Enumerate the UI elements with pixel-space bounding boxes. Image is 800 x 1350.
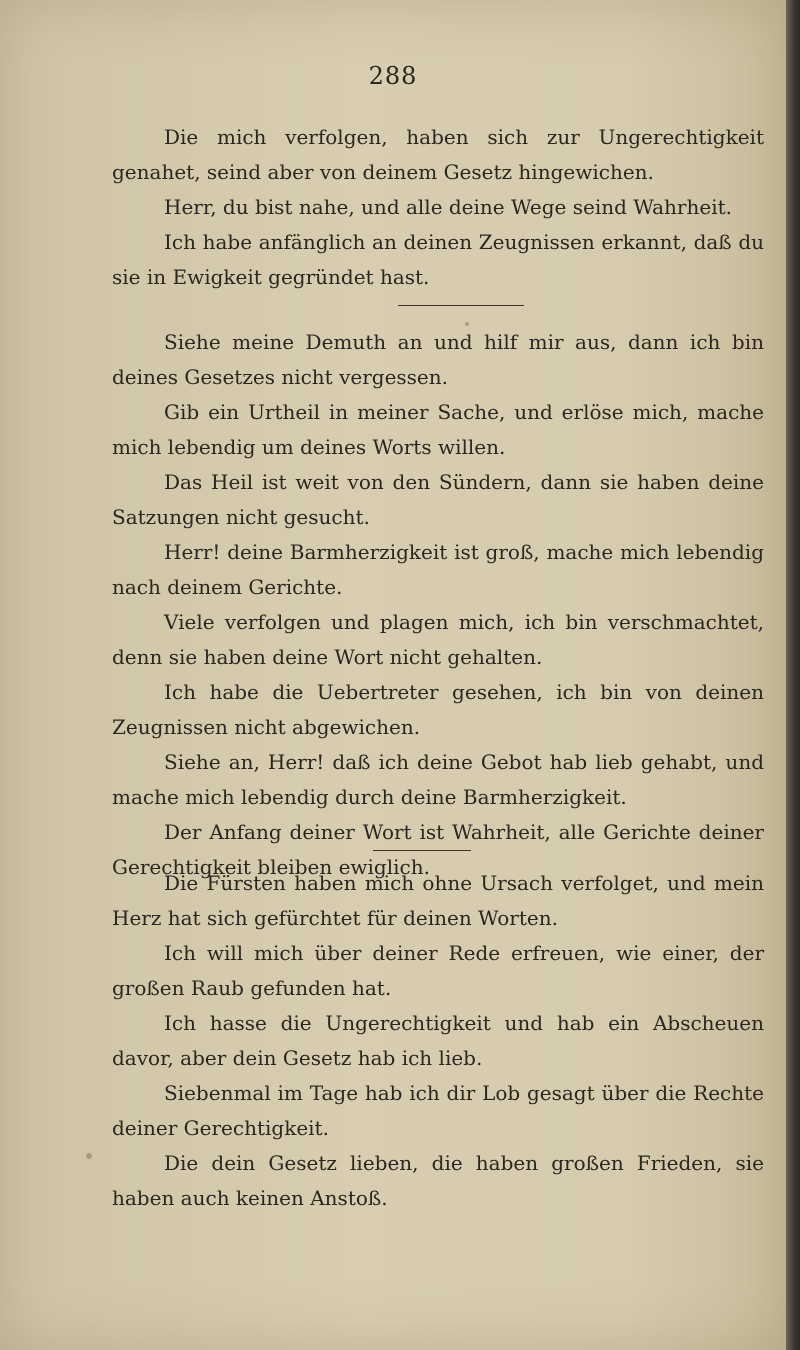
verse-paragraph: Viele verfolgen und plagen mich, ich bin verschmachtet, denn sie haben deine Wort nicht gehalten. — [112, 610, 764, 669]
verse-section-1 — [112, 120, 764, 295]
verse-paragraph: Siebenmal im Tage hab ich dir Lob gesagt über die Rechte deiner Gerechtigkeit. — [112, 1081, 764, 1140]
verse-paragraph: Ich hasse die Ungerechtigkeit und hab ein Abscheuen davor, aber dein Gesetz hab ich lieb. — [112, 1011, 764, 1070]
section-divider — [373, 850, 471, 851]
verse-paragraph: Herr, du bist nahe, und alle deine Wege seind Wahrheit. — [164, 195, 732, 219]
verse-paragraph: Herr! deine Barmherzigkeit ist groß, mache mich lebendig nach deinem Gerichte. — [112, 540, 764, 599]
page-edge — [786, 0, 800, 1350]
verse-paragraph: Das Heil ist weit von den Sündern, dann sie haben deine Satzungen nicht gesucht. — [112, 470, 764, 529]
paper-blemish — [465, 322, 469, 326]
page-number: 288 — [368, 62, 418, 90]
paper-blemish — [86, 1153, 92, 1159]
verse-paragraph: Ich habe anfänglich an deinen Zeugnissen erkannt, daß du sie in Ewigkeit gegründet hast. — [112, 230, 764, 289]
verse-paragraph: Die Fürsten haben mich ohne Ursach verfolget, und mein Herz hat sich gefürchtet für deinen Worten. — [112, 871, 764, 930]
verse-paragraph: Gib ein Urtheil in meiner Sache, und erlöse mich, mache mich lebendig um deines Worts willen. — [112, 400, 764, 459]
verse-paragraph: Siehe an, Herr! daß ich deine Gebot hab lieb gehabt, und mache mich lebendig durch deine Barmherzigkeit. — [112, 750, 764, 809]
verse-paragraph: Ich will mich über deiner Rede erfreuen, wie einer, der großen Raub gefunden hat. — [112, 941, 764, 1000]
section-divider — [398, 305, 524, 306]
verse-paragraph: Der Anfang deiner Wort ist Wahrheit, alle Gerichte deiner Gerechtigkeit bleiben ewiglich. — [112, 820, 764, 879]
verse-paragraph: Ich habe die Uebertreter gesehen, ich bin von deinen Zeugnissen nicht abgewichen. — [112, 680, 764, 739]
verse-section-2 — [112, 325, 764, 885]
verse-paragraph: Die dein Gesetz lieben, die haben großen Frieden, sie haben auch keinen Anstoß. — [112, 1151, 764, 1210]
verse-section-3 — [112, 866, 764, 1216]
verse-paragraph: Die mich verfolgen, haben sich zur Ungerechtigkeit genahet, seind aber von deinem Gesetz hingewichen. — [112, 125, 764, 184]
verse-paragraph: Siehe meine Demuth an und hilf mir aus, dann ich bin deines Gesetzes nicht vergessen. — [112, 330, 764, 389]
